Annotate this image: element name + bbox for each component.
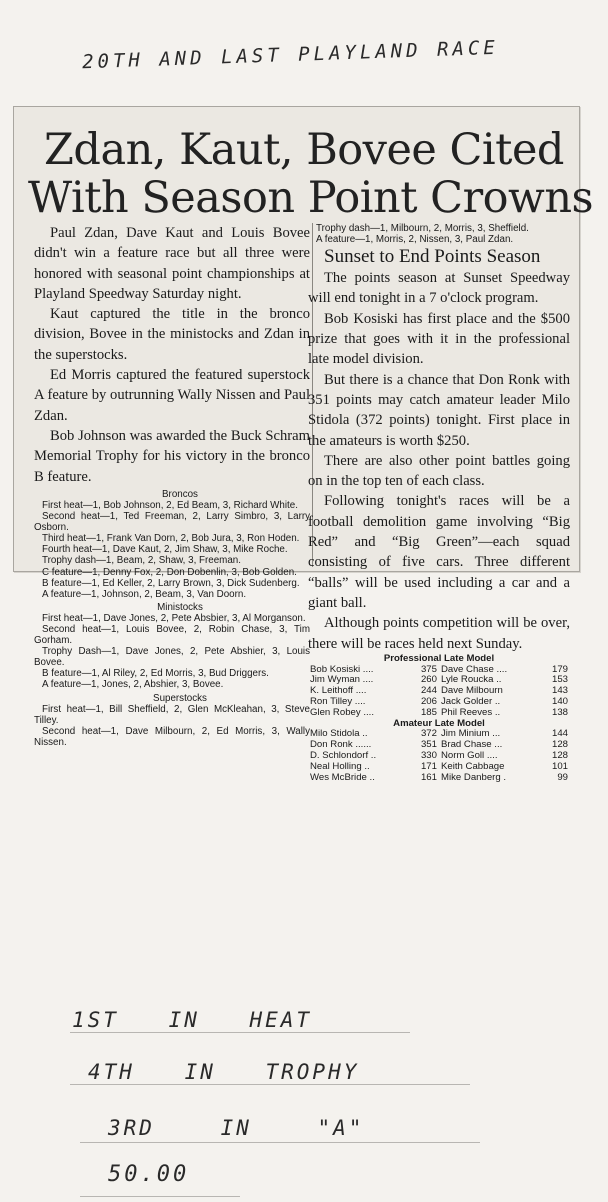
driver-points: 138 [551,706,568,718]
results-heading-superstocks: Superstocks [153,692,207,704]
result-line: Trophy dash—1, Milbourn, 2, Morris, 3, Sheffield. [316,223,529,234]
article-paragraph: Following tonight's races will be a football demolition game involving “Big Red” and “Big Green”—each squad consisting of five cars. Three different “balls” will be used including a car and a giant ball. [308,493,570,611]
handwritten-note-line: 50.00 [108,1162,190,1187]
result-line: A feature—1, Morris, 2, Nissen, 3, Paul Zdan. [316,234,514,246]
handwritten-note-title: 20TH AND LAST PLAYLAND RACE [81,36,500,74]
driver-points: 140 [551,696,568,708]
result-line: First heat—1, Dave Jones, 2, Pete Absbier, 3, Al Morganson. [42,612,306,624]
result-line: Second heat—1, Louis Bovee, 2, Robin Chase, 3, Tim Gorham. [34,623,310,647]
subheadline: Sunset to End Points Season [324,246,541,268]
driver-name: D. Schlondorf .. [310,750,377,761]
result-line: Fourth heat—1, Dave Kaut, 2, Jim Shaw, 3, Mike Roche. [42,544,288,556]
headline-line-1: Zdan, Kaut, Bovee Cited [44,125,564,175]
driver-points: 185 [420,706,437,718]
points-standings-table [308,654,570,784]
driver-points: 372 [420,728,437,740]
driver-name: Wes McBride .. [310,771,375,783]
driver-points: 161 [420,771,437,783]
result-line: A feature—1, Jones, 2, Abshier, 3, Bovee. [42,679,224,691]
left-column [34,223,310,748]
standings-row [308,773,570,784]
handwritten-note-line: 3RD IN "A" [108,1116,365,1140]
driver-name: Dave Milbourn [440,685,503,697]
article-paragraph: Bob Johnson was awarded the Buck Schram Memorial Trophy for his victory in the bronco B feature. [34,427,310,485]
article-paragraph: Paul Zdan, Dave Kaut and Louis Bovee didn't win a feature race but all three were honored with seasonal point championships at Playland Speedway Saturday night. [34,225,310,302]
driver-name: K. Leithoff .... [310,685,367,697]
driver-points: 144 [551,728,568,740]
driver-points: 351 [420,739,437,751]
result-line: C feature—1, Denny Fox, 2, Don Dobenlin, 3, Bob Golden. [42,566,297,578]
driver-points: 153 [551,674,568,686]
result-line: Second heat—1, Ted Freeman, 2, Larry Simbro, 3, Larry Osborn. [34,511,310,534]
driver-name: Keith Cabbage [440,760,505,772]
article-paragraph: Ed Morris captured the featured superstock A feature by outrunning Wally Nissen and Paul Zdan. [34,367,310,424]
standings-row [308,708,570,719]
driver-name: Dave Chase .... [440,663,508,675]
driver-name: Mike Danberg . [440,771,507,783]
driver-points: 330 [420,750,437,761]
result-line: A feature—1, Johnson, 2, Beam, 3, Van Doorn. [42,588,247,600]
driver-points: 101 [551,760,568,772]
article-paragraph: Bob Kosiski has first place and the $500 prize that goes with it in the professional late model division. [308,310,570,368]
article-paragraph: There are also other point battles going on in the top ten of each class. [308,452,570,490]
article-paragraph: The points season at Sunset Speedway will end tonight in a 7 o'clock program. [308,270,570,307]
race-results [34,489,310,748]
driver-points: 206 [420,696,437,708]
handwriting-guide-line [70,1084,470,1085]
driver-name: Norm Goll .... [440,750,498,761]
result-line: B feature—1, Ed Keller, 2, Larry Brown, 3, Dick Sudenberg. [42,577,300,589]
driver-name: Phil Reeves .. [440,706,501,718]
standings-row [308,762,570,773]
driver-points: 128 [551,750,568,761]
driver-name: Jack Golder .. [440,696,501,708]
driver-points: 179 [551,663,568,675]
driver-name: Bob Kosiski .... [310,663,374,675]
standings-category-row [308,654,570,665]
headline-line-2: With Season Point Crowns [28,173,594,223]
driver-name: Milo Stidola .. [310,728,368,740]
right-column [308,223,570,783]
driver-points: 99 [557,771,568,783]
driver-name: Jim Minium ... [440,728,501,740]
article-paragraph: Although points competition will be over, there will be races held next Sunday. [308,615,570,652]
driver-points: 143 [551,685,568,697]
article-paragraph: Kaut captured the title in the bronco division, Bovee in the ministocks and Zdan in the superstocks. [34,306,310,363]
standings-category-heading: Professional Late Model [383,652,495,664]
result-line: Second heat—1, Dave Milbourn, 2, Ed Morris, 3, Wally Nissen. [34,725,310,748]
result-line: B feature—1, Al Riley, 2, Ed Morris, 3, Bud Driggers. [42,668,269,680]
result-line: Third heat—1, Frank Van Dorn, 2, Bob Jura, 3, Ron Hoden. [42,533,300,545]
result-line: First heat—1, Bob Johnson, 2, Ed Beam, 3, Richard White. [42,499,298,511]
handwritten-note-line: 1ST IN HEAT [72,1008,313,1032]
result-line: Trophy Dash—1, Dave Jones, 2, Pete Abshier, 3, Louis Bovee. [34,646,310,669]
handwriting-guide-line [80,1142,480,1143]
driver-name: Ron Tilley .... [310,696,366,708]
handwriting-guide-line [70,1032,410,1033]
driver-name: Jim Wyman .... [310,674,374,686]
handwritten-note-line: 4TH IN TROPHY [88,1060,360,1084]
driver-name: Lyle Roucka .. [440,674,502,686]
driver-points: 375 [420,663,437,675]
result-line: Trophy dash—1, Beam, 2, Shaw, 3, Freeman. [42,555,241,567]
newspaper-clipping [13,106,594,783]
driver-name: Brad Chase ... [440,739,503,751]
result-line: First heat—1, Bill Sheffield, 2, Glen McKleahan, 3, Steve Tilley. [34,703,310,726]
race-results-continued [308,223,570,245]
results-heading-ministocks: Ministocks [157,601,203,613]
article-paragraph: But there is a chance that Don Ronk with 351 points may catch amateur leader Milo Stidola (372 points) tonight. First place in the amateurs is worth $250. [308,371,570,449]
handwriting-guide-line [80,1196,240,1197]
results-heading-broncos: Broncos [162,488,198,500]
driver-name: Don Ronk ...... [310,739,372,751]
standings-category-heading: Amateur Late Model [393,717,485,729]
driver-name: Neal Holling .. [310,760,370,772]
driver-points: 128 [551,739,568,751]
driver-points: 244 [420,685,437,697]
driver-name: Glen Robey .... [310,706,374,718]
driver-points: 260 [420,674,437,686]
driver-points: 171 [420,760,437,772]
